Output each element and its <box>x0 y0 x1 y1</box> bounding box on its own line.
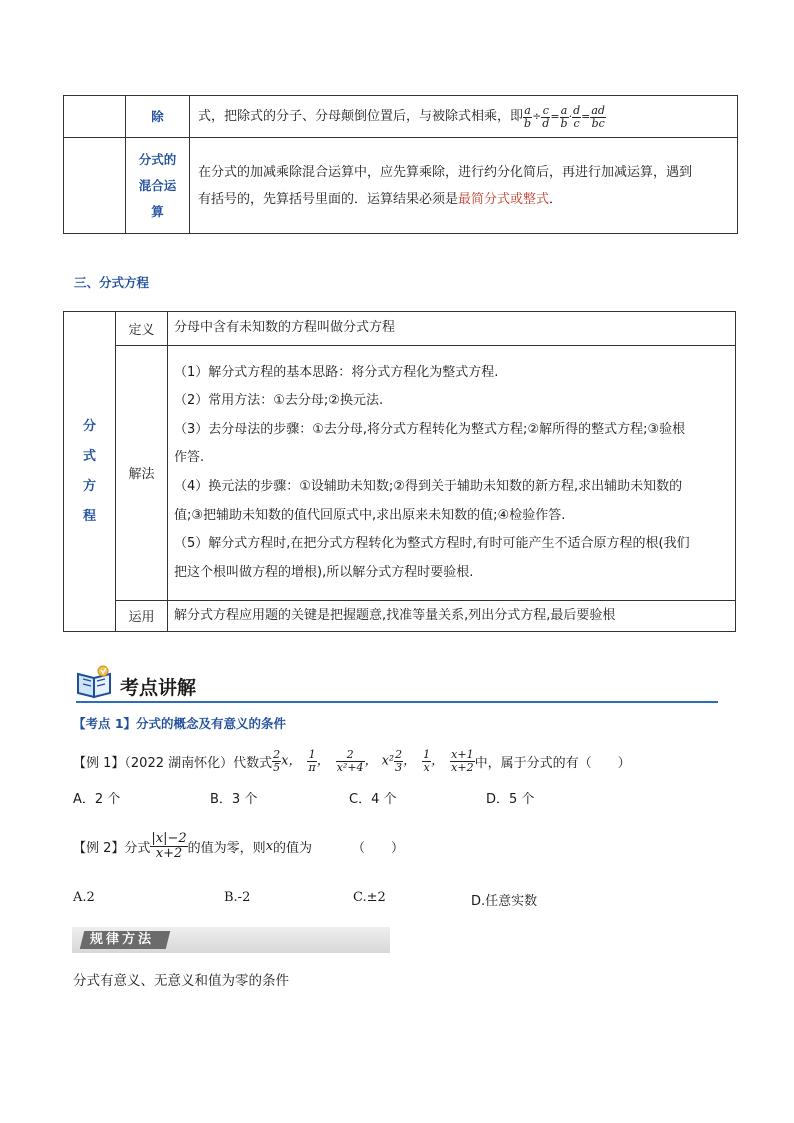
mixed-operation-label <box>126 138 190 234</box>
variable-x: x <box>265 838 274 854</box>
expression-3: $\frac{2}{\text{x²+4}}$ ， <box>336 747 378 774</box>
example-2-middle: 的值为零，则 <box>187 840 266 856</box>
example-1-prefix: 【例 1】（2022 湖南怀化）代数式 <box>73 755 273 771</box>
division-rule-text: 式，把除式的分子、分母颠倒位置后，与被除式相乘，即 <box>198 109 524 124</box>
blank-cell <box>64 96 126 138</box>
emphasis-text: 最简分式或整式 <box>458 191 550 207</box>
operations-table <box>63 95 738 234</box>
rule-line: 在分式的加减乘除混合运算中，应先算乘除，进行约分化简后，再进行加减运算，遇到 <box>198 164 693 180</box>
example-2-option-c: C.±2 <box>353 890 386 905</box>
definition-text: 分母中含有未知数的方程叫做分式方程 <box>168 312 736 346</box>
section-title: 三、分式方程 <box>74 275 150 290</box>
rule-end: ． <box>549 191 563 207</box>
solution-text <box>168 346 736 601</box>
topic-heading <box>73 714 286 732</box>
solution-label: 解法 <box>116 346 168 601</box>
definition-label: 定义 <box>116 312 168 346</box>
expression-4: x² $\frac{2}{3}$ ， <box>381 747 417 774</box>
side-char: 分 <box>82 418 96 434</box>
topic-heading-text: 【考点 1】分式的概念及有意义的条件 <box>73 716 287 731</box>
example-2-suffix: 的值为 <box>273 840 313 856</box>
label-line: 分式的 <box>138 151 177 167</box>
solution-line: 值;③把辅助未知数的值代回原式中,求出原来未知数的值;④检验作答. <box>174 507 566 523</box>
solution-line: 作答. <box>174 450 205 466</box>
expression-2: $\frac{1}{\pi}$ ， <box>308 747 330 774</box>
example-1-option-d: D．5 个 <box>486 792 535 807</box>
solution-line: 把这个根叫做方程的增根),所以解分式方程时要验根. <box>174 564 474 580</box>
method-header-bar <box>72 927 390 953</box>
mixed-operation-rule <box>190 138 738 234</box>
label-line: 混合运 <box>138 177 177 193</box>
solution-line: （4）换元法的步骤：①设辅助未知数;②得到关于辅助未知数的新方程,求出辅助未知数的 <box>174 478 683 494</box>
side-char: 式 <box>82 448 96 464</box>
solution-line: （3）去分母法的步骤：①去分母,将分式方程转化为整式方程;②解所得的整式方程;③验根 <box>174 421 686 437</box>
method-text: 分式有意义、无意义和值为零的条件 <box>73 973 289 989</box>
example-1-suffix: 中，属于分式的有（ ） <box>474 755 631 771</box>
method-label: 规律方法 <box>90 932 155 947</box>
side-label <box>64 312 116 632</box>
example-2-prefix: 【例 2】分式 <box>73 840 151 856</box>
blank-cell <box>64 138 126 234</box>
rule-text: 有括号的，先算括号里面的．运算结果必须是 <box>198 191 459 207</box>
example-2-option-a: A.2 <box>73 890 95 905</box>
application-label: 运用 <box>116 600 168 631</box>
division-label: 除 <box>126 96 190 138</box>
expression-6: $\frac{x+1}{x+2}$ <box>451 747 474 774</box>
expression-abs-fraction: $\frac{|x|-2}{x+2}$ <box>151 830 187 861</box>
banner-underline <box>76 701 718 703</box>
label-line: 算 <box>151 203 164 219</box>
side-char: 方 <box>82 478 96 494</box>
example-1-option-a: A．2 个 <box>73 792 121 807</box>
solution-line: （5）解分式方程时,在把分式方程转化为整式方程时,有时可能产生不适合原方程的根(我们 <box>174 536 690 552</box>
banner-title: 考点讲解 <box>120 677 197 699</box>
rule-line <box>198 186 729 213</box>
example-2-question <box>73 826 404 866</box>
division-formula: $\frac{a}{b}$ ÷ $\frac{c}{d}$ = $\frac{a}{b}$ · $\frac{d}{c}$ = $\frac{ad}{bc}$ <box>524 103 605 130</box>
book-icon <box>75 664 113 700</box>
example-1-option-b: B．3 个 <box>210 792 258 807</box>
expression-5: $\frac{1}{x}$ ， <box>423 747 445 774</box>
division-rule <box>190 96 738 138</box>
example-2-option-d: D.任意实数 <box>471 894 538 909</box>
solution-line: （2）常用方法：①去分母;②换元法. <box>174 393 384 409</box>
example-1-question <box>73 743 631 779</box>
solution-line: （1）解分式方程的基本思路：将分式方程化为整式方程. <box>174 364 499 380</box>
side-char: 程 <box>82 508 96 524</box>
example-1-option-c: C．4 个 <box>349 792 397 807</box>
expression-1: $\frac{2}{5}$ x， <box>273 747 302 774</box>
example-2-paren: （ ） <box>352 840 405 856</box>
application-text: 解分式方程应用题的关键是把握题意,找准等量关系,列出分式方程,最后要验根 <box>168 600 736 631</box>
fractional-equation-table <box>63 311 736 632</box>
example-2-option-b: B.-2 <box>224 890 251 905</box>
